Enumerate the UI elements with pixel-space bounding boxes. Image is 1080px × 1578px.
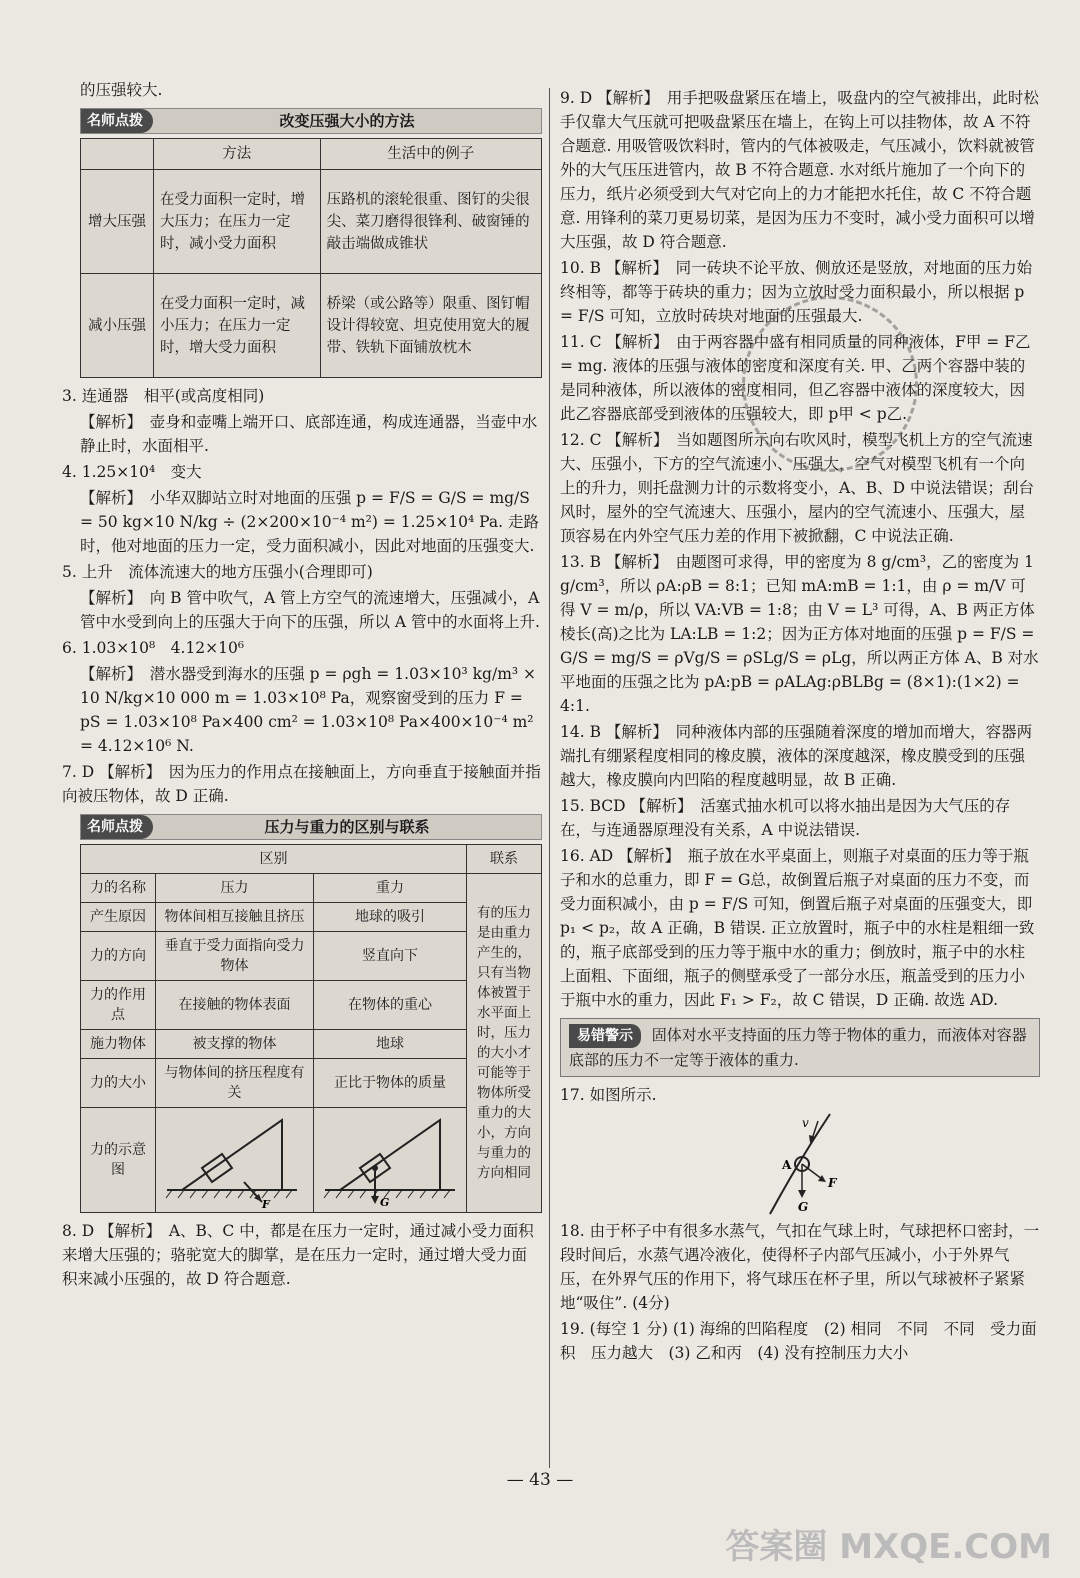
answer-item: 7. D 【解析】 因为压力的作用点在接触面上，方向垂直于接触面并指向被压物体，故 D 正确. (62, 763, 541, 805)
table-cell: 垂直于受力面指向受力物体 (156, 932, 314, 981)
table-cell: 力的作用点 (81, 981, 156, 1030)
fig-label-g: G (798, 1200, 809, 1214)
answer-item: 18. 由于杯子中有很多水蒸气，气扣在气球上时，气球把杯口密封，一段时间后，水蒸气遇冷液化，使得杯子内部气压减小，小于外界气压，在外界气压的作用下，将气球压在杯子里，所以气球被杯子紧紧地“吸住”. (4分) (560, 1222, 1040, 1312)
tip-label: 名师点拨 (81, 815, 153, 839)
table-header: 生活中的例子 (320, 139, 541, 170)
table-cell: 力的大小 (81, 1059, 156, 1108)
answer-item: 9. D 【解析】 用手把吸盘紧压在墙上，吸盘内的空气被排出，此时松手仅靠大气压就可把吸盘紧压在墙上，在钩上可以挂物体，故 A 不符合题意. 用吸管吸饮料时，管内的气体被吸走，气压减小，饮料就被管外的大气压压进管内，故 B 不符合题意. 水对纸片施加了一个向下的压力，纸片必须受到大气对它向上的力才能把水托住，故 C 不符合题意. 用锋利的菜刀更易切菜，是因为压力不变时，减小受力面积可以增大压强，故 D 符合题意. (560, 89, 1039, 251)
table-cell: 在受力面积一定时，增大压力；在压力一定时，减小受力面积 (154, 170, 321, 274)
answer-item: 17. 如图所示. (560, 1086, 657, 1104)
answer-item: 13. B 【解析】 由题图可求得，甲的密度为 8 g/cm³，乙的密度为 1 g/cm³，所以 ρA:ρB = 8:1；已知 mA:mB = 1:1，由 ρ = m/V 可得 V = m/ρ，所以 VA:VB = 1:8；由 V = L³ 可得，A、B 两正方体棱长(高)之比为 LA:LB = 1:2；因为正方体对地面的压强 p = F/S = G/S = mg/S = ρVg/S = ρSLg/S = ρLg，所以两正方体 A、B 对水平地面的压强之比为 pA:pB = ρALAg:ρBLBg = (8×1):(1×2) = 4:1. (560, 553, 1039, 715)
table-header: 联系 (467, 845, 542, 874)
gravity-force-diagram (320, 1112, 460, 1208)
right-column (560, 86, 1040, 1367)
stamp-seal (742, 296, 918, 472)
table-cell: 力的示意图 (81, 1108, 156, 1213)
fig-label-f: F (828, 1176, 837, 1190)
answer-item: 11. C 【解析】 由于两容器中盛有相同质量的同种液体，F甲 = F乙 = mg. 液体的压强与液体的密度和深度有关. 甲、乙两个容器中装的是同种液体，所以液体的密度相同，但乙容器中液体的深度较大，因此乙容器底部受到液体的压强较大，即 p甲 < p乙. (560, 333, 1031, 423)
table-cell: 地球的吸引 (314, 903, 467, 932)
relation-cell: 有的压力是由重力产生的，只有当物体被置于水平面上时，压力的大小才可能等于物体所受重力的大小，方向与重力的方向相同 (467, 874, 542, 1213)
table-cell: 减小压强 (81, 274, 154, 378)
force-label-f: F (262, 1198, 270, 1208)
tip-label: 名师点拨 (81, 109, 153, 133)
table-cell: 力的方向 (81, 932, 156, 981)
answer-item: 16. AD 【解析】 瓶子放在水平桌面上，则瓶子对桌面的压力等于瓶子和水的总重力，即 F = G总，故倒置后瓶子对桌面的压力不变，而受力面积减小，由 p = F/S 可知，倒置后瓶子对桌面的压强变大，即 p₁ < p₂，故 A 正确，B 错误. 正立放置时，瓶子中的水柱是粗细一致的，瓶子底部受到的压力等于瓶中水的重力；倒放时，瓶子中的水柱上面粗、下面细，瓶子的侧壁承受了一部分水压，瓶盖受到的压力小于瓶中水的重力，因此 F₁ > F₂，故 C 错误，D 正确. 故选 AD. (560, 847, 1035, 1009)
answer-item: 19. (每空 1 分) (1) 海绵的凹陷程度 (2) 相同 不同 不同 受力面积 压力越大 (3) 乙和丙 (4) 没有控制压力大小 (560, 1320, 1037, 1362)
force-label-g: G (380, 1196, 390, 1208)
table-cell: 压力 (156, 874, 314, 903)
analysis-text: 【解析】 壶身和壶嘴上端开口、底部连通，构成连通器，当壶中水静止时，水面相平. (80, 413, 538, 455)
table-cell: 增大压强 (81, 170, 154, 274)
fig-label-v: v (802, 1116, 809, 1130)
curved-motion-figure (760, 1109, 880, 1219)
analysis-text: 【解析】 小华双脚站立时对地面的压强 p = F/S = G/S = mg/S = 50 kg×10 N/kg ÷ (2×200×10⁻⁴ m²) = 1.25×10⁴ Pa. 走路时，他对地面的压力一定，受力面积减小，因此对地面的压强变大. (80, 489, 539, 555)
answer-item: 5. 上升 流体流速大的地方压强小(合理即可) (62, 563, 373, 581)
fig-label-a: A (782, 1158, 792, 1172)
table-header: 区别 (81, 845, 467, 874)
table-cell: 压路机的滚轮很重、图钉的尖很尖、菜刀磨得很锋利、破窗锤的敲击端做成锥状 (320, 170, 541, 274)
table-cell: 被支撑的物体 (156, 1030, 314, 1059)
column-divider (549, 88, 550, 1468)
answer-item: 14. B 【解析】 同种液体内部的压强随着深度的增加而增大，容器两端扎有绷紧程度相同的橡皮膜，液体的深度越深，橡皮膜受到的压强越大，橡皮膜向内凹陷的程度越明显，故 B 正确. (560, 723, 1033, 789)
table-cell: 与物体间的挤压程度有关 (156, 1059, 314, 1108)
warning-box (560, 1018, 1040, 1077)
answer-item: 12. C 【解析】 当如题图所示向右吹风时，模型飞机上方的空气流速大、压强小，下方的空气流速小、压强大，空气对模型飞机有一个向上的升力，则托盘测力计的示数将变小，A、B、D 中说法错误；刮台风时，屋外的空气流速大、压强小，屋内的空气流速小、压强大，屋顶容易在内外空气压力差的作用下被掀翻，C 中说法正确. (560, 431, 1034, 545)
warning-text: 固体对水平支持面的压力等于物体的重力，而液体对容器底部的压力不一定等于液体的重力. (569, 1026, 1027, 1069)
table-cell: 力的名称 (81, 874, 156, 903)
figure-container (560, 1109, 1040, 1219)
tip-banner (80, 108, 542, 134)
table-cell: 在物体的重心 (314, 981, 467, 1030)
page-number: — 43 — (506, 1470, 574, 1490)
analysis-text: 【解析】 潜水器受到海水的压强 p = ρgh = 1.03×10³ kg/m³ × 10 N/kg×10 000 m = 1.03×10⁸ Pa，观察窗受到的压力 F = pS = 1.03×10⁸ Pa×400 cm² = 1.03×10⁸ Pa×400×10⁻⁴ m² = 4.12×10⁶ N. (80, 665, 537, 755)
answer-item: 15. BCD 【解析】 活塞式抽水机可以将水抽出是因为大气压的存在，与连通器原理没有关系，A 中说法错误. (560, 797, 1011, 839)
pressure-force-diagram (162, 1112, 302, 1208)
watermark-logo: 答案圈 MXQE.COM (725, 1527, 1052, 1567)
answer-item: 10. B 【解析】 同一砖块不论平放、侧放还是竖放，对地面的压力始终相等，都等于砖块的重力；因为立放时受力面积最小，所以根据 p = F/S 可知，立放时砖块对地面的压强最大. (560, 259, 1033, 325)
answer-item: 4. 1.25×10⁴ 变大 (62, 463, 202, 481)
answer-item: 8. D 【解析】 A、B、C 中，都是在压力一定时，通过减小受力面积来增大压强的；骆驼宽大的脚掌，是在压力一定时，通过增大受力面积来减小压强的，故 D 符合题意. (62, 1222, 534, 1288)
table-cell: 正比于物体的质量 (314, 1059, 467, 1108)
left-column (62, 78, 542, 1293)
table-cell: 产生原因 (81, 903, 156, 932)
table-cell: 竖直向下 (314, 932, 467, 981)
pressure-method-table (80, 138, 542, 378)
pressure-diagram-cell (156, 1108, 314, 1213)
gravity-diagram-cell (314, 1108, 467, 1213)
answer-item: 3. 连通器 相平(或高度相同) (62, 387, 265, 405)
tip-banner (80, 814, 542, 840)
table-cell: 地球 (314, 1030, 467, 1059)
text-line: 的压强较大. (80, 81, 163, 99)
table-cell: 物体间相互接触且挤压 (156, 903, 314, 932)
table-cell: 施力物体 (81, 1030, 156, 1059)
table-cell: 在接触的物体表面 (156, 981, 314, 1030)
analysis-text: 【解析】 向 B 管中吹气，A 管上方空气的流速增大，压强减小，A 管中水受到向上的压强大于向下的压强，所以 A 管中的水面将上升. (80, 589, 540, 631)
table-cell: 桥梁（或公路等）限重、图钉帽设计得较宽、坦克使用宽大的履带、铁轨下面铺放枕木 (320, 274, 541, 378)
tip-title: 压力与重力的区别与联系 (264, 818, 430, 836)
tip-title: 改变压强大小的方法 (279, 112, 415, 130)
force-comparison-table (80, 844, 542, 1213)
answer-item: 6. 1.03×10⁸ 4.12×10⁶ (62, 639, 245, 657)
warning-label: 易错警示 (569, 1024, 641, 1048)
table-cell: 重力 (314, 874, 467, 903)
table-cell: 在受力面积一定时，减小压力；在压力一定时，增大受力面积 (154, 274, 321, 378)
table-header: 方法 (154, 139, 321, 170)
